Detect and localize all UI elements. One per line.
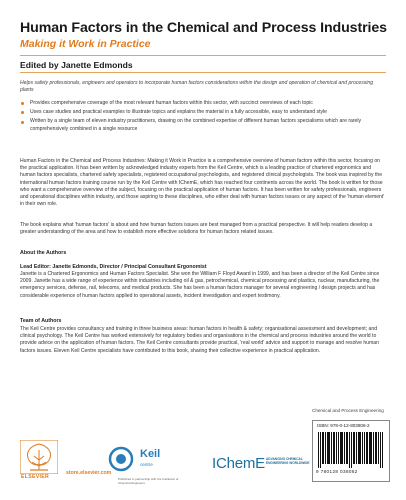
keil-centre-sub: centre [140,462,153,467]
about-authors-heading: About the Authors [20,250,67,256]
feature-item: Written by a single team of eleven industry practitioners, drawing on the combined expertise of different human factors specialisms which are rarely comprehensively combined in a single resource [20,118,386,132]
series-label: Chemical and Process Engineering [312,408,384,413]
feature-item: Uses case studies and practical examples to illustrate topics and explains the material in a fully accessible, easy to understand style [20,109,386,116]
divider [20,72,386,73]
book-title: Human Factors in the Chemical and Process Industries [20,20,387,36]
barcode-bars [318,432,384,468]
barcode-number: 9 780128 038062 [316,469,358,474]
description-paragraph: Human Factors in the Chemical and Process Industries: Making it Work in Practice is a comprehensive overview of human factors within this sector, focusing on the practical application. It has been written by acknowledged industry experts from the Keil Centre, which is a leading practice of chartered ergonomics and human factors specialists, chartered safety specialists, registered occupational psychologists, and registered clinical psychologists. The book was inspired by the international human factors training course run by the Keil Centre with IChemE, which has reached four continents across the world. The book is written for those who want a comprehensive overview of the subject, focusing on the practical application of human factors. It has been written for safety professionals, engineers and operational disciplines within industry, and those aspiring to these disciplines, who either deal with human factors issues or any aspect of the 'human element' in their own role. [20,158,385,208]
feature-item: Provides comprehensive coverage of the most relevant human factors within this sector, with succinct overviews of each topic [20,100,386,107]
publisher-name: ELSEVIER [21,474,50,480]
isbn: ISBN: 978-0-12-803806-2 [317,423,370,428]
barcode [312,420,390,482]
divider [20,55,386,56]
team-heading: Team of Authors [20,318,62,324]
book-subtitle: Making it Work in Practice [20,38,151,50]
elsevier-tree-logo [20,440,58,474]
editor-line: Edited by Janette Edmonds [20,60,133,70]
tagline: Helps safety professionals, engineers and operators to incorporate human factors considerations within the design and operation of chemical and processing plants [20,80,374,94]
store-link[interactable]: store.elsevier.com [66,470,112,476]
lead-editor-bio: Janette is a Chartered Ergonomics and Human Factors Specialist. She won the William F Floyd Award in 1999, and has been a director of the Keil Centre since 2009. Janette has a wide range of experience within industries including oil & gas, petrochemical, chemical processing and plastics, nuclear, manufacturing, the emergency services, defense, rail, telecoms, and medical products. She has been a human factors manager for several engineering / design projects and has considerable experience of human factors applied to operational assets, incident investigation and expert testimony. [20,271,380,299]
icheme-logo: IChemE [212,455,265,472]
lead-editor-heading: Lead Editor: Janette Edmonds, Director / Principal Consultant Ergonomist [20,264,207,270]
partnership-note: Published in partnership with the Institution of Chemical Engineers [118,477,179,485]
keil-centre-name: Keil [140,448,161,460]
description-paragraph: The book explains what 'human factors' is about and how human factors issues are best managed from a practical perspective. It will help readers develop a greater understanding of the area and how to establish more effective solutions for human factors related issues. [20,222,373,236]
icheme-tagline: ADVANCING CHEMICAL ENGINEERING WORLDWIDE [266,457,310,465]
keil-centre-logo [108,446,134,472]
feature-list [20,100,386,135]
team-bio: The Keil Centre provides consultancy and training in three business areas: human factors in health & safety; organisational assessment and development; and clinical psychology. The Keil Centre has worked extensively for regulatory bodies and organisations in the chemical and process industries around the world to provide advice on the application of human factors. The Keil Centre consultants provide practical, 'real world' advice and support to manage and resolve human factors issues. Eleven Keil Centre specialists have contributed to this book, sharing their collective experience in practical application. [20,326,379,354]
